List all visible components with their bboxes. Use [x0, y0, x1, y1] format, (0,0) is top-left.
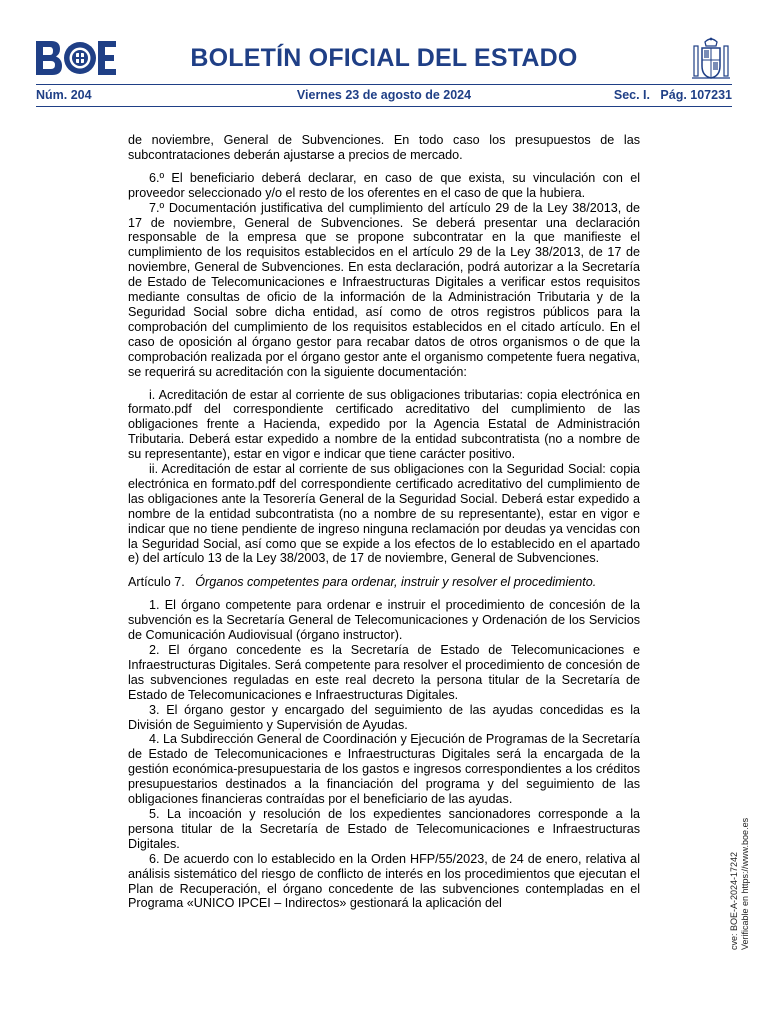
list-item: i. Acreditación de estar al corriente de sus obligaciones tributarias: copia electrónica en formato.pdf del correspondiente certificado acreditativo del cumplimiento de las obligaciones frente a Hacienda, expedido por la Agencia Estatal de Administración Tributaria. Deberá estar expedido a nombre de la entidad subcontratista (no a nombre de su representante), estar en vigor e indicar que tiene carácter positivo. — [128, 387, 640, 462]
list-item: ii. Acreditación de estar al corriente de sus obligaciones con la Seguridad Social: copia electrónica en formato.pdf del correspondiente certificado acreditativo del cumplimiento de las obligaciones ante la Tesorería General de la Seguridad Social. Deberá estar expedido a nombre de la entidad subcontratista (no a nombre de su representante), estar en vigor e indicar que no tiene pendiente de ingreso ninguna reclamación por deudas ya vencidas con la Seguridad Social, así como que se expide a los efectos de lo establecido en el apartado e) del artículo 13 de la Ley 38/2003, de 17 de noviembre, General de Subvenciones. — [128, 462, 640, 566]
cve-code: cve: BOE-A-2024-17242 — [729, 851, 739, 950]
paragraph: 3. El órgano gestor y encargado del seguimiento de las ayudas concedidas es la División de Seguimiento y Supervisión de Ayudas. — [128, 702, 640, 732]
issue-number: Núm. 204 — [36, 88, 92, 102]
issue-date: Viernes 23 de agosto de 2024 — [296, 88, 472, 102]
header-rule-bottom — [36, 106, 732, 107]
article-label: Artículo 7. — [128, 575, 185, 590]
paragraph: de noviembre, General de Subvenciones. En todo caso los presupuestos de las subcontrataciones deberán ajustarse a precios de mercado. — [128, 133, 640, 162]
paragraph: 6. De acuerdo con lo establecido en la Orden HFP/55/2023, de 24 de enero, relativa al análisis sistemático del riesgo de conflicto de interés en los procedimientos que ejecutan el Plan de Recuperación, el órgano concedente de las subvenciones contempladas en el Programa «UNICO IPCEI – Indirectos» gestionará la aplicación del — [128, 851, 640, 911]
verification-sidebar — [729, 818, 751, 950]
verification-link[interactable]: Verificable en https://www.boe.es — [740, 817, 750, 950]
paragraph: 2. El órgano concedente es la Secretaría de Estado de Telecomunicaciones e Infraestructuras Digitales. Será competente para resolver el procedimiento de concesión de las subvenciones reguladas en este real decreto la persona titular de la Secretaría de Estado de Telecomunicaciones e Infraestructuras Digitales. — [128, 643, 640, 702]
document-body — [128, 133, 640, 911]
paragraph: 5. La incoación y resolución de los expedientes sancionadores corresponde a la persona titular de la Secretaría de Estado de Telecomunicaciones e Infraestructuras Digitales. — [128, 806, 640, 851]
section-page: Sec. I. Pág. 107231 — [613, 88, 732, 102]
paragraph: 7.º Documentación justificativa del cumplimiento del artículo 29 de la Ley 38/2013, de 17 de noviembre, General de Subvenciones. Se deberá presentar una declaración responsable de la empresa que se propone subcontratar en la que manifieste el cumplimiento de los requisitos establecidos en el artículo 29 de la Ley 38/2013, de 17 de noviembre, General de Subvenciones. En esta declaración, podrá autorizar a la Secretaría de Estado de Telecomunicaciones e Infraestructuras Digitales a verificar estos requisitos mediante consultas de oficio de la información de la Administración Tributaria y de la Seguridad Social sobre dicha entidad, así como de otros registros públicos para la comprobación del cumplimiento de los requisitos establecidos en el citado artículo. En el caso de oposición al órgano gestor para recabar datos de otros organismos o de que la comprobación realizada por el órgano gestor ante el organismo competente fuera negativa, se requerirá su acreditación con la siguiente documentación: — [128, 200, 640, 379]
paragraph: 4. La Subdirección General de Coordinación y Ejecución de Programas de la Secretaría de Estado de Telecomunicaciones e Infraestructuras Digitales será la encargada de la gestión económica-presupuestaria de los gastos e ingresos correspondientes a los créditos presupuestarios destinados a la financiación del programa y del seguimiento de las obligaciones financieras contraídas por el beneficiario de las ayudas. — [128, 732, 640, 807]
page-title: BOLETÍN OFICIAL DEL ESTADO — [190, 44, 578, 72]
article-heading — [128, 575, 640, 590]
paragraph: 1. El órgano competente para ordenar e instruir el procedimiento de concesión de la subvención es la Secretaría General de Telecomunicaciones y Ordenación de los Servicios de Comunicación Audiovisual (órgano instructor). — [128, 598, 640, 643]
header-rule-top — [36, 84, 732, 85]
paragraph: 6.º El beneficiario deberá declarar, en caso de que exista, su vinculación con el proveedor seleccionado y/o el resto de los oferentes en el caso de que la hubiera. — [128, 170, 640, 200]
article-title: Órganos competentes para ordenar, instruir y resolver el procedimiento. — [195, 575, 597, 590]
coat-of-arms-icon — [690, 36, 732, 82]
